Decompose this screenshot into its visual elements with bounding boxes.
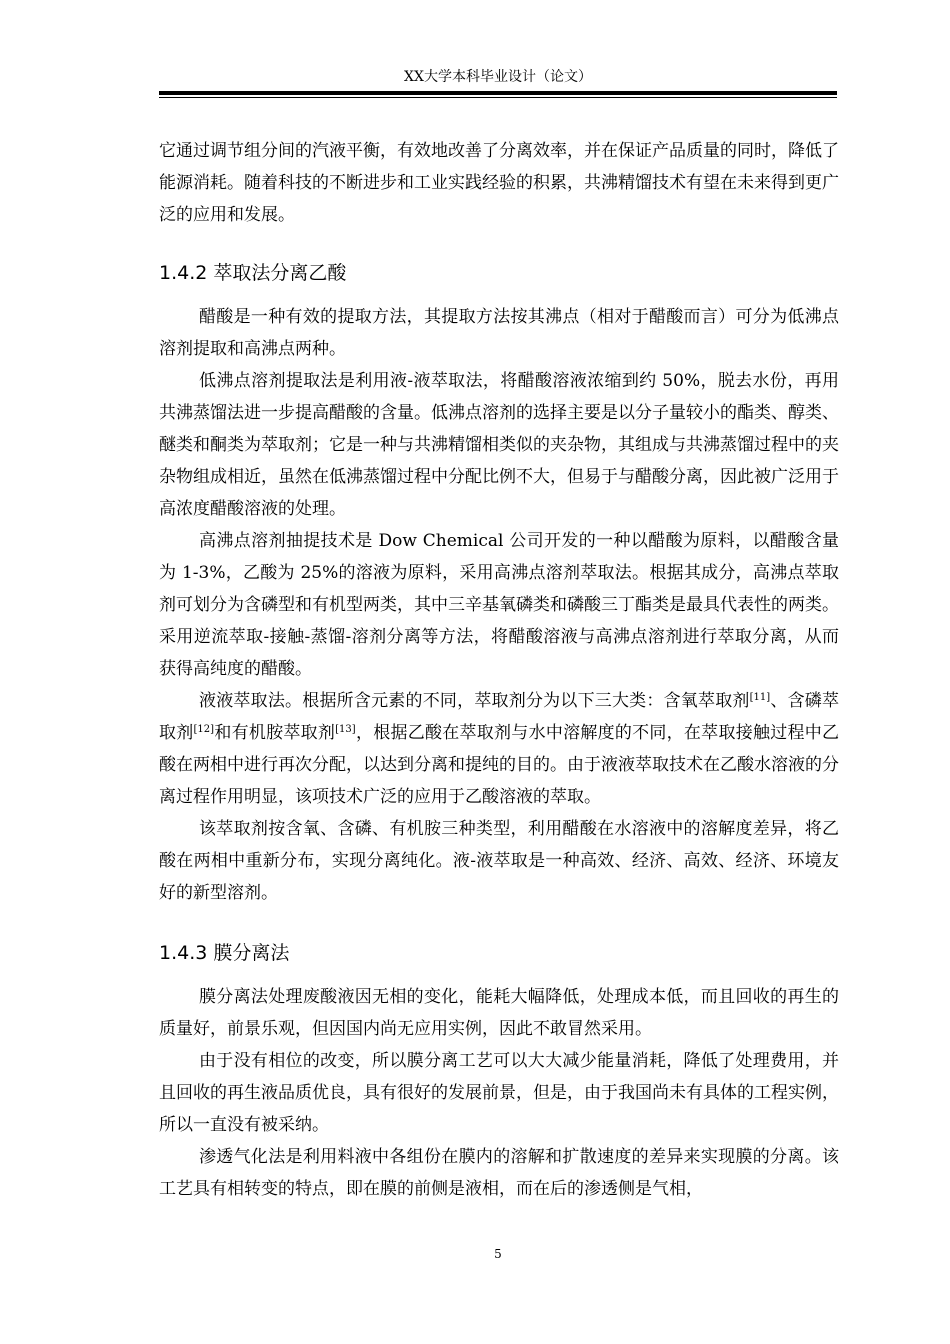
header-rule-thin: [159, 97, 837, 98]
section-heading-1-4-2: 1.4.2 萃取法分离乙酸: [159, 262, 347, 284]
paragraph: 高沸点溶剂抽提技术是 Dow Chemical 公司开发的一种以醋酸为原料，以醋酸含量为 1-3%，乙酸为 25%的溶液为原料，采用高沸点溶剂萃取法。根据其成分，高沸点萃取剂可划分为含磷型和有机型两类，其中三辛基氧磷类和磷酸三丁酯类是最具代表性的两类。采用逆流萃取-接触-蒸馏-溶剂分离等方法，将醋酸溶液与高沸点溶剂进行萃取分离，从而获得高纯度的醋酸。: [159, 531, 839, 679]
paragraph: 醋酸是一种有效的提取方法，其提取方法按其沸点（相对于醋酸而言）可分为低沸点溶剂提取和高沸点两种。: [159, 307, 839, 359]
text-run: 和有机胺萃取剂: [214, 723, 336, 743]
citation-13: [13]: [335, 724, 356, 735]
paragraph: 由于没有相位的改变，所以膜分离工艺可以大大减少能量消耗，降低了处理费用，并且回收的再生液品质优良，具有很好的发展前景，但是，由于我国尚未有具体的工程实例，所以一直没有被采纳。: [159, 1051, 839, 1135]
paragraph: 渗透气化法是利用料液中各组份在膜内的溶解和扩散速度的差异来实现膜的分离。该工艺具有相转变的特点，即在膜的前侧是液相，而在后的渗透侧是气相，: [159, 1147, 839, 1199]
header-rule-thick: [159, 91, 837, 95]
paragraph: 膜分离法处理废酸液因无相的变化，能耗大幅降低，处理成本低，而且回收的再生的质量好，前景乐观，但因国内尚无应用实例，因此不敢冒然采用。: [159, 987, 839, 1039]
text-run: 、含磷萃取剂: [159, 691, 840, 743]
page-body: [159, 135, 839, 1205]
paragraph: 该萃取剂按含氧、含磷、有机胺三种类型，利用醋酸在水溶液中的溶解度差异，将乙酸在两相中重新分布，实现分离纯化。液-液萃取是一种高效、经济、高效、经济、环境友好的新型溶剂。: [159, 819, 839, 903]
paragraph-with-citations: [159, 685, 839, 813]
paragraph: 它通过调节组分间的汽液平衡，有效地改善了分离效率，并在保证产品质量的同时，降低了能源消耗。随着科技的不断进步和工业实践经验的积累，共沸精馏技术有望在未来得到更广泛的应用和发展。: [159, 141, 839, 225]
page-number: 5: [494, 1247, 502, 1261]
text-run: ，根据乙酸在萃取剂与水中溶解度的不同，在萃取接触过程中乙酸在两相中进行再次分配，以达到分离和提纯的目的。由于液液萃取技术在乙酸水溶液的分离过程作用明显，该项技术广泛的应用于乙酸溶液的萃取。: [159, 723, 840, 807]
citation-12: [12]: [193, 724, 215, 735]
paragraph: 低沸点溶剂提取法是利用液-液萃取法，将醋酸溶液浓缩到约 50%，脱去水份，再用共沸蒸馏法进一步提高醋酸的含量。低沸点溶剂的选择主要是以分子量较小的酯类、醇类、醚类和酮类为萃取剂；它是一种与共沸精馏相类似的夹杂物，其组成与共沸蒸馏过程中的夹杂物组成相近，虽然在低沸蒸馏过程中分配比例不大，但易于与醋酸分离，因此被广泛用于高浓度醋酸溶液的处理。: [159, 371, 839, 519]
section-heading-1-4-3: 1.4.3 膜分离法: [159, 942, 290, 964]
text-run: 液液萃取法。根据所含元素的不同，萃取剂分为以下三大类：含氧萃取剂: [199, 691, 750, 711]
running-header: XX大学本科毕业设计（论文）: [404, 69, 592, 85]
citation-11: [11]: [749, 692, 771, 703]
